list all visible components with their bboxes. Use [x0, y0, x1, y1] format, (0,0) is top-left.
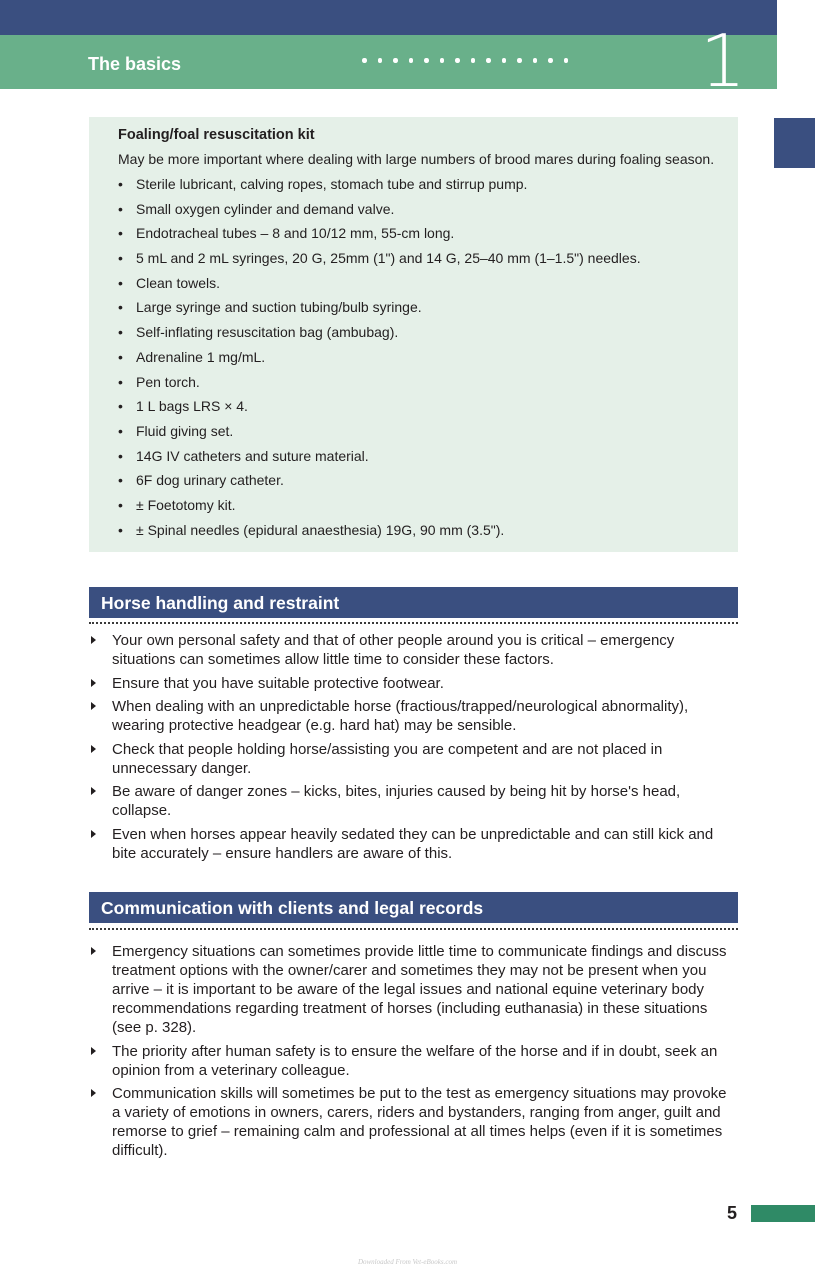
- kit-list-item: • ± Foetotomy kit.: [118, 497, 641, 522]
- dot-icon: [424, 58, 429, 63]
- dot-icon: [362, 58, 367, 63]
- section-title: Horse handling and restraint: [101, 593, 340, 613]
- dot-icon: [517, 58, 522, 63]
- page-tab: [751, 1205, 815, 1222]
- dotted-divider: [89, 928, 738, 930]
- dot-icon: [378, 58, 383, 63]
- kit-list-item: • Sterile lubricant, calving ropes, stomach tube and stirrup pump.: [118, 176, 641, 201]
- bullet-item: Even when horses appear heavily sedated they can be unpredictable and can still kick and bite accurately – ensure handlers are aware of this.: [89, 825, 738, 863]
- page-number: 5: [727, 1203, 738, 1223]
- chapter-title: The basics: [88, 54, 182, 74]
- chapter-side-tab: [774, 118, 815, 168]
- kit-list-item: • 5 mL and 2 mL syringes, 20 G, 25mm (1") and 14 G, 25–40 mm (1–1.5") needles.: [118, 250, 641, 275]
- bullet-item: When dealing with an unpredictable horse (fractious/trapped/neurological abnormality), wearing protective headgear (e.g. hard hat) may be sensible.: [89, 697, 738, 735]
- kit-list-item: • Self-inflating resuscitation bag (ambubag).: [118, 324, 641, 349]
- bullet-item: Communication skills will sometimes be put to the test as emergency situations may provoke a variety of emotions in owners, carers, riders and bystanders, ranging from anger, guilt and remorse to grief – remaining calm and professional at all times helps (even if it is sometimes difficult).: [89, 1084, 738, 1160]
- decorative-dots: [362, 58, 568, 63]
- kit-list-item: • Fluid giving set.: [118, 423, 641, 448]
- bullet-item: Be aware of danger zones – kicks, bites, injuries caused by being hit by horse's head, collapse.: [89, 782, 738, 820]
- kit-list-item: • Small oxygen cylinder and demand valve.: [118, 201, 641, 226]
- kit-list-item: • Large syringe and suction tubing/bulb syringe.: [118, 299, 641, 324]
- kit-list-item: • Adrenaline 1 mg/mL.: [118, 349, 641, 374]
- communication-bullet-list: [89, 942, 738, 1165]
- section-header-communication: [89, 892, 738, 923]
- dot-icon: [409, 58, 414, 63]
- kit-list-item: • 6F dog urinary catheter.: [118, 472, 641, 497]
- header-top-bar: [0, 0, 777, 35]
- dot-icon: [455, 58, 460, 63]
- bullet-item: Your own personal safety and that of other people around you is critical – emergency situations can sometimes allow little time to consider these factors.: [89, 631, 738, 669]
- kit-list-item: • Clean towels.: [118, 275, 641, 300]
- kit-box: [89, 117, 738, 552]
- kit-intro: May be more important where dealing with large numbers of brood mares during foaling season.: [118, 151, 715, 167]
- dot-icon: [533, 58, 538, 63]
- handling-bullet-list: [89, 631, 738, 867]
- kit-list: [118, 176, 641, 546]
- chapter-number: 1: [700, 19, 746, 103]
- bullet-item: Emergency situations can sometimes provide little time to communicate findings and discuss treatment options with the owner/carer and sometimes they may not be present when you arrive – it is important to be aware of the legal issues and national equine veterinary body recommendations regarding treatment of horses (including euthanasia) in these situations (see p. 328).: [89, 942, 738, 1037]
- dot-icon: [471, 58, 476, 63]
- dotted-divider: [89, 622, 738, 624]
- kit-list-item: • Endotracheal tubes – 8 and 10/12 mm, 55-cm long.: [118, 225, 641, 250]
- kit-heading: Foaling/foal resuscitation kit: [118, 127, 315, 143]
- dot-icon: [393, 58, 398, 63]
- section-title: Communication with clients and legal records: [101, 898, 484, 918]
- dot-icon: [502, 58, 507, 63]
- dot-icon: [440, 58, 445, 63]
- watermark: Downloaded From Vet-eBooks.com: [357, 1258, 458, 1266]
- kit-list-item: • Pen torch.: [118, 374, 641, 399]
- section-header-handling: [89, 587, 738, 618]
- bullet-item: Check that people holding horse/assisting you are competent and are not placed in unnecessary danger.: [89, 740, 738, 778]
- bullet-item: Ensure that you have suitable protective footwear.: [89, 674, 738, 693]
- dot-icon: [486, 58, 491, 63]
- dot-icon: [564, 58, 569, 63]
- dot-icon: [548, 58, 553, 63]
- kit-list-item: • ± Spinal needles (epidural anaesthesia) 19G, 90 mm (3.5").: [118, 522, 641, 547]
- kit-list-item: • 14G IV catheters and suture material.: [118, 448, 641, 473]
- bullet-item: The priority after human safety is to ensure the welfare of the horse and if in doubt, seek an opinion from a veterinary colleague.: [89, 1042, 738, 1080]
- kit-list-item: • 1 L bags LRS × 4.: [118, 398, 641, 423]
